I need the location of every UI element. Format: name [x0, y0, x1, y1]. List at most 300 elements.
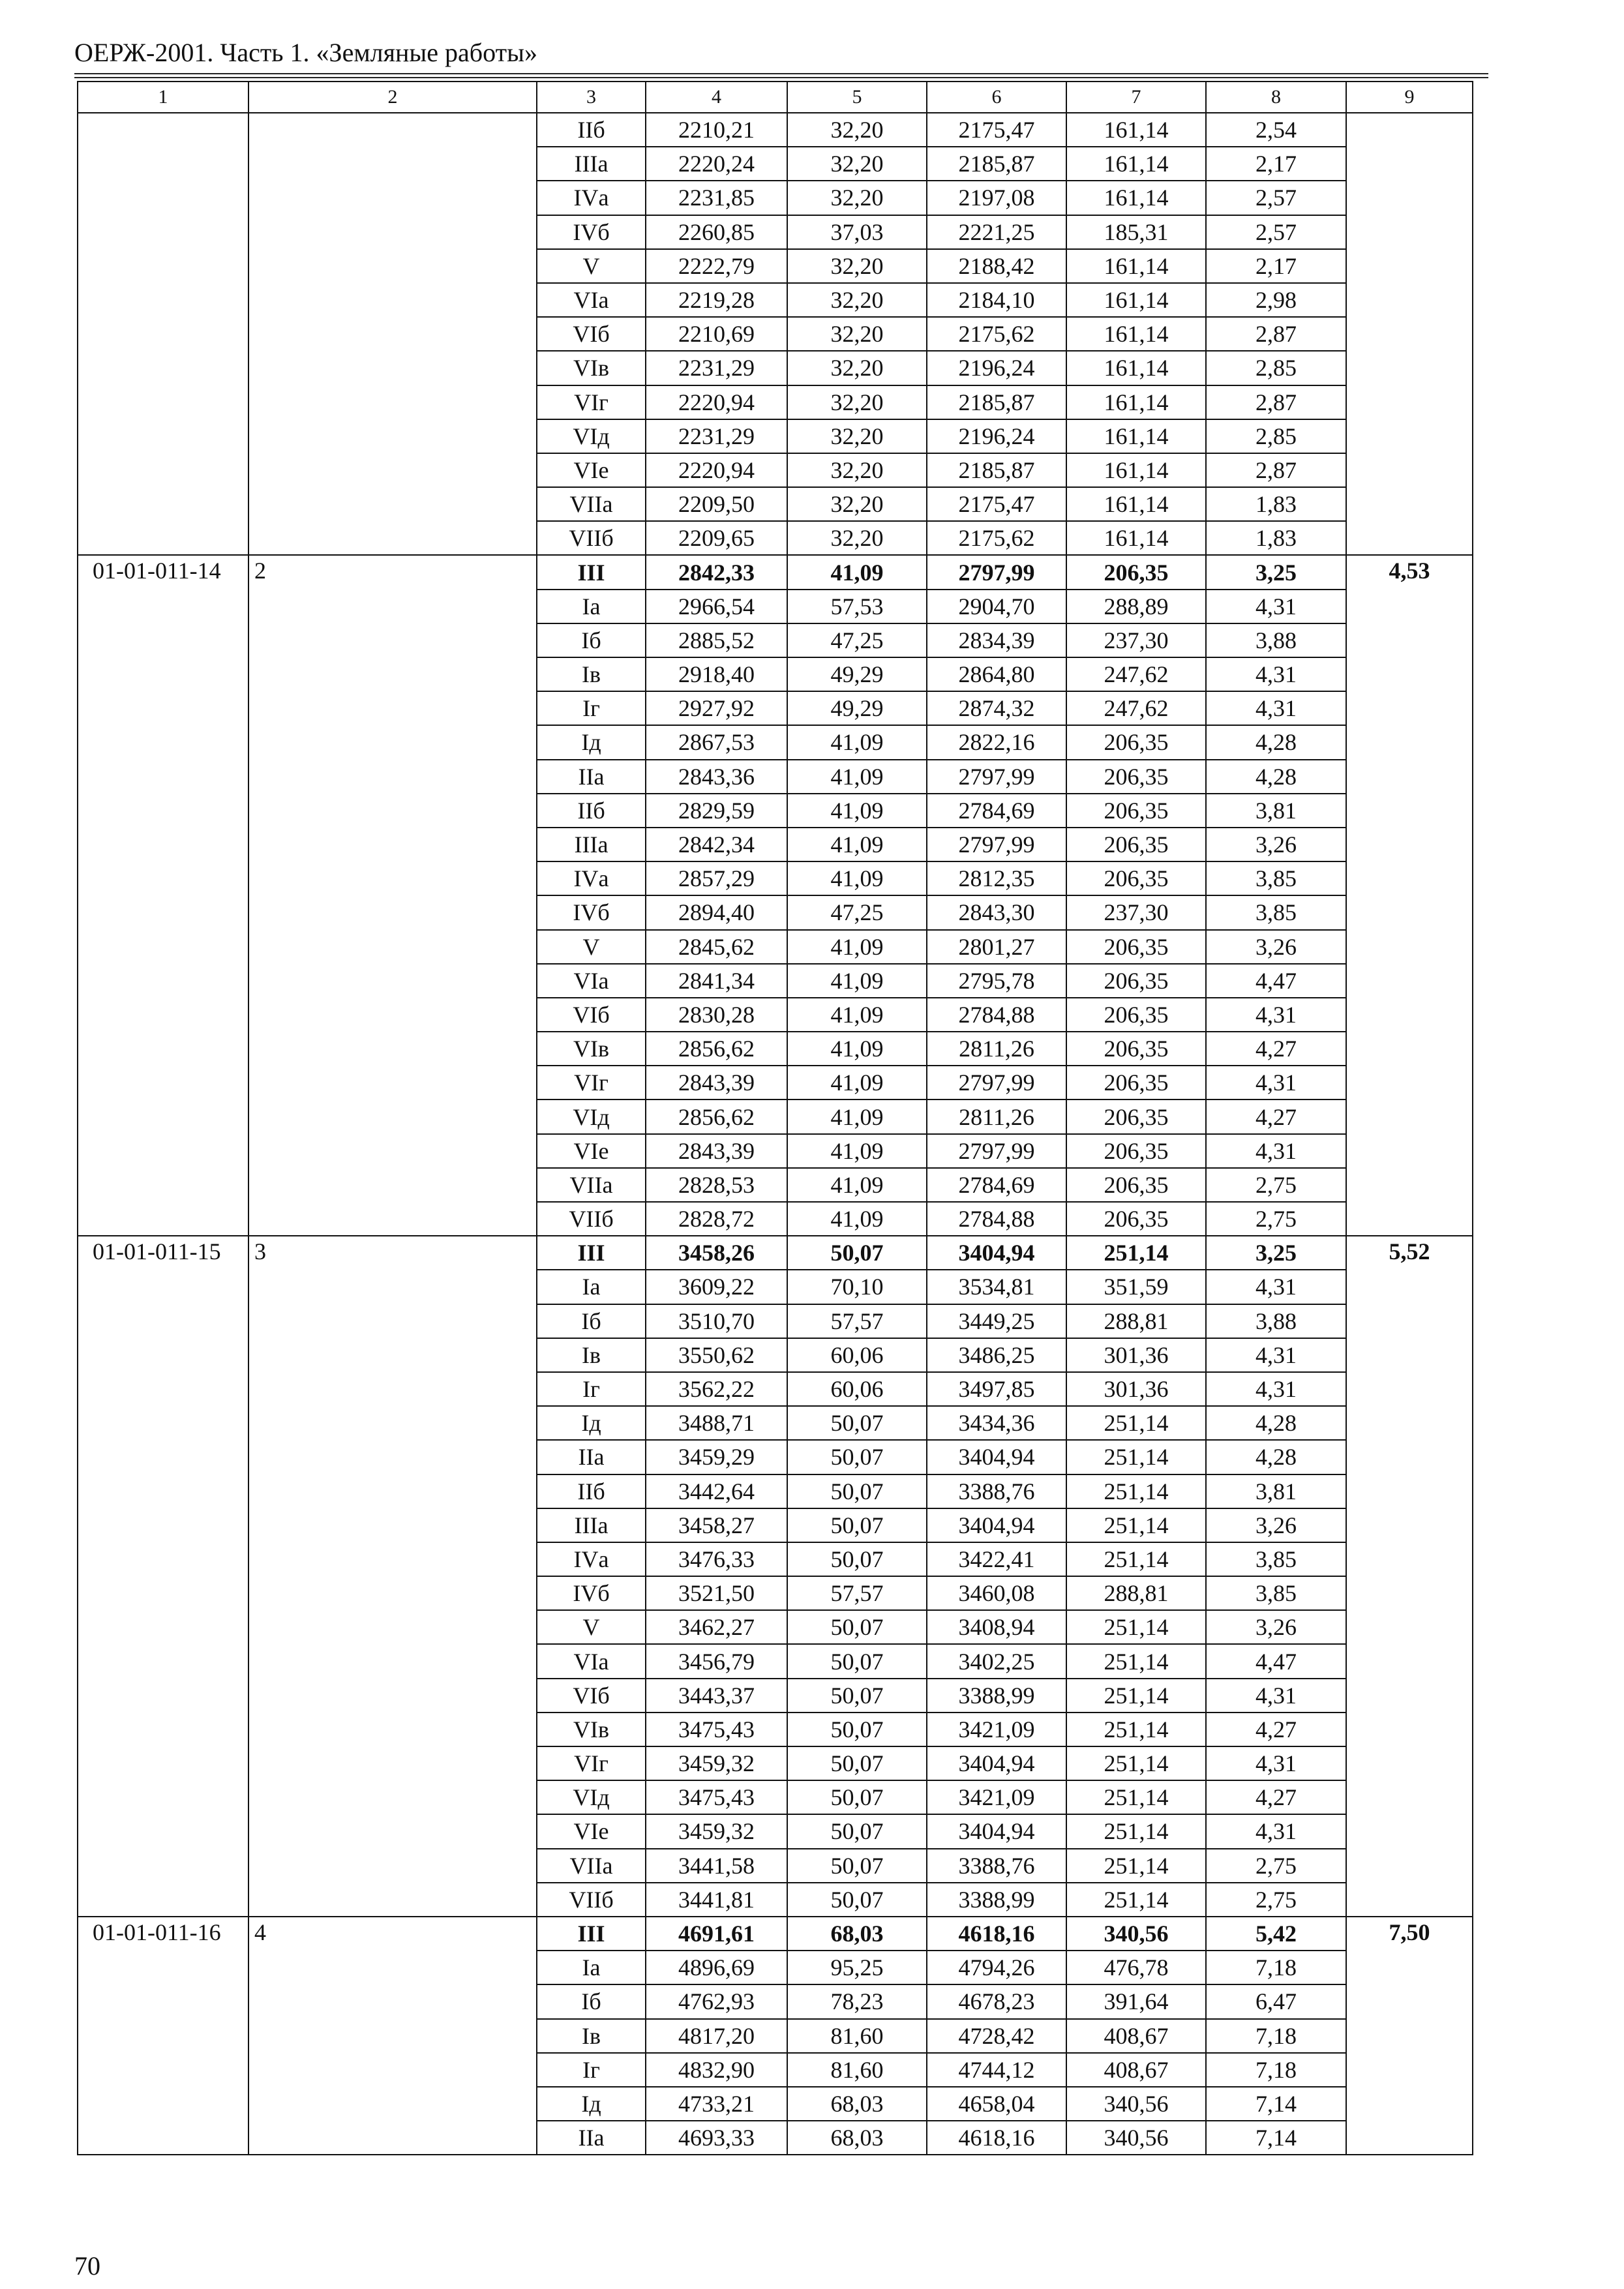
machine-cost-cell: 2175,47	[927, 113, 1066, 147]
total-cost-cell: 2894,40	[646, 895, 787, 929]
region-code-cell: VIб	[537, 317, 646, 351]
total-cost-cell: 2260,85	[646, 215, 787, 249]
total-cost-cell: 3458,26	[646, 1236, 787, 1270]
labor-wage-cell: 32,20	[787, 419, 927, 453]
materials-cost-cell: 4,28	[1206, 1440, 1346, 1474]
region-code-cell: VIд	[537, 1100, 646, 1133]
machinist-wage-cell: 161,14	[1066, 147, 1206, 181]
total-cost-cell: 2841,34	[646, 964, 787, 998]
machine-cost-cell: 2184,10	[927, 283, 1066, 317]
rate-code-cell: 01-01-011-14	[78, 555, 248, 1236]
machine-cost-cell: 2797,99	[927, 1066, 1066, 1100]
machine-cost-cell: 2784,88	[927, 1202, 1066, 1236]
region-code-cell: VIе	[537, 1134, 646, 1168]
rate-code-cell: 01-01-011-16	[78, 1917, 248, 2155]
machinist-wage-cell: 206,35	[1066, 828, 1206, 861]
total-cost-cell: 3459,32	[646, 1746, 787, 1780]
materials-cost-cell: 5,42	[1206, 1917, 1346, 1951]
labor-hours-cell	[1346, 113, 1473, 555]
total-cost-cell: 2885,52	[646, 623, 787, 657]
total-cost-cell: 2231,29	[646, 419, 787, 453]
machine-cost-cell: 3388,99	[927, 1679, 1066, 1713]
region-code-cell: III	[537, 1917, 646, 1951]
region-code-cell: IVб	[537, 895, 646, 929]
labor-wage-cell: 41,09	[787, 1066, 927, 1100]
labor-wage-cell: 50,07	[787, 1849, 927, 1883]
total-cost-cell: 3475,43	[646, 1713, 787, 1746]
total-cost-cell: 2219,28	[646, 283, 787, 317]
labor-wage-cell: 41,09	[787, 1100, 927, 1133]
total-cost-cell: 2828,53	[646, 1168, 787, 1202]
materials-cost-cell: 4,31	[1206, 1372, 1346, 1406]
machine-cost-cell: 2175,62	[927, 521, 1066, 555]
materials-cost-cell: 7,18	[1206, 2053, 1346, 2087]
labor-wage-cell: 41,09	[787, 555, 927, 589]
region-code-cell: VIIа	[537, 1849, 646, 1883]
total-cost-cell: 3441,81	[646, 1883, 787, 1917]
labor-wage-cell: 47,25	[787, 895, 927, 929]
machine-cost-cell: 3421,09	[927, 1713, 1066, 1746]
region-code-cell: VIб	[537, 1679, 646, 1713]
total-cost-cell: 2222,79	[646, 249, 787, 283]
machine-cost-cell: 2196,24	[927, 419, 1066, 453]
machinist-wage-cell: 206,35	[1066, 861, 1206, 895]
materials-cost-cell: 3,26	[1206, 930, 1346, 964]
materials-cost-cell: 3,26	[1206, 1610, 1346, 1644]
machinist-wage-cell: 301,36	[1066, 1338, 1206, 1372]
machinist-wage-cell: 251,14	[1066, 1440, 1206, 1474]
machinist-wage-cell: 340,56	[1066, 2121, 1206, 2155]
labor-wage-cell: 41,09	[787, 1168, 927, 1202]
materials-cost-cell: 2,87	[1206, 453, 1346, 487]
machinist-wage-cell: 247,62	[1066, 691, 1206, 725]
machine-cost-cell: 3388,76	[927, 1849, 1066, 1883]
total-cost-cell: 2210,69	[646, 317, 787, 351]
total-cost-cell: 4817,20	[646, 2019, 787, 2053]
materials-cost-cell: 3,81	[1206, 1474, 1346, 1508]
table-row	[78, 1236, 1473, 1270]
labor-wage-cell: 41,09	[787, 1032, 927, 1066]
region-code-cell: Iа	[537, 1951, 646, 1984]
item-number-cell	[248, 113, 537, 555]
rate-code-cell: 01-01-011-15	[78, 1236, 248, 1917]
region-code-cell: III	[537, 1236, 646, 1270]
total-cost-cell: 3475,43	[646, 1780, 787, 1814]
machinist-wage-cell: 161,14	[1066, 283, 1206, 317]
labor-wage-cell: 32,20	[787, 351, 927, 385]
labor-wage-cell: 78,23	[787, 1984, 927, 2018]
machine-cost-cell: 2904,70	[927, 590, 1066, 623]
machine-cost-cell: 2874,32	[927, 691, 1066, 725]
region-code-cell: VIа	[537, 283, 646, 317]
total-cost-cell: 2829,59	[646, 794, 787, 828]
materials-cost-cell: 2,85	[1206, 419, 1346, 453]
labor-wage-cell: 49,29	[787, 691, 927, 725]
region-code-cell: IIIа	[537, 147, 646, 181]
machinist-wage-cell: 161,14	[1066, 487, 1206, 521]
machine-cost-cell: 2795,78	[927, 964, 1066, 998]
region-code-cell: VIб	[537, 998, 646, 1032]
region-code-cell: Iв	[537, 1338, 646, 1372]
region-code-cell: Iб	[537, 623, 646, 657]
machine-cost-cell: 3404,94	[927, 1508, 1066, 1542]
labor-wage-cell: 50,07	[787, 1440, 927, 1474]
region-code-cell: IVб	[537, 215, 646, 249]
region-code-cell: VIе	[537, 1814, 646, 1848]
region-code-cell: Iб	[537, 1304, 646, 1338]
machine-cost-cell: 2188,42	[927, 249, 1066, 283]
total-cost-cell: 3443,37	[646, 1679, 787, 1713]
machine-cost-cell: 4794,26	[927, 1951, 1066, 1984]
machine-cost-cell: 3388,76	[927, 1474, 1066, 1508]
region-code-cell: V	[537, 930, 646, 964]
machine-cost-cell: 3422,41	[927, 1542, 1066, 1576]
total-cost-cell: 2209,50	[646, 487, 787, 521]
region-code-cell: III	[537, 555, 646, 589]
machine-cost-cell: 2784,69	[927, 794, 1066, 828]
materials-cost-cell: 4,31	[1206, 1134, 1346, 1168]
machinist-wage-cell: 206,35	[1066, 930, 1206, 964]
machinist-wage-cell: 206,35	[1066, 760, 1206, 794]
rates-table-body	[78, 82, 1473, 2155]
region-code-cell: VIIб	[537, 1202, 646, 1236]
region-code-cell: IIIа	[537, 1508, 646, 1542]
labor-wage-cell: 50,07	[787, 1406, 927, 1440]
machine-cost-cell: 2175,62	[927, 317, 1066, 351]
machine-cost-cell: 2822,16	[927, 725, 1066, 759]
labor-wage-cell: 57,57	[787, 1576, 927, 1610]
machine-cost-cell: 2864,80	[927, 657, 1066, 691]
column-number-cell: 1	[78, 82, 248, 113]
item-number-cell: 4	[248, 1917, 537, 2155]
rate-code-cell	[78, 113, 248, 555]
machinist-wage-cell: 251,14	[1066, 1780, 1206, 1814]
machine-cost-cell: 2812,35	[927, 861, 1066, 895]
region-code-cell: VIв	[537, 1713, 646, 1746]
machinist-wage-cell: 340,56	[1066, 2087, 1206, 2121]
machine-cost-cell: 2797,99	[927, 555, 1066, 589]
labor-wage-cell: 41,09	[787, 725, 927, 759]
region-code-cell: V	[537, 249, 646, 283]
total-cost-cell: 2210,21	[646, 113, 787, 147]
machine-cost-cell: 3404,94	[927, 1236, 1066, 1270]
materials-cost-cell: 2,85	[1206, 351, 1346, 385]
total-cost-cell: 2843,39	[646, 1066, 787, 1100]
region-code-cell: Iд	[537, 1406, 646, 1440]
materials-cost-cell: 4,27	[1206, 1713, 1346, 1746]
machine-cost-cell: 2175,47	[927, 487, 1066, 521]
materials-cost-cell: 3,26	[1206, 828, 1346, 861]
machinist-wage-cell: 161,14	[1066, 249, 1206, 283]
materials-cost-cell: 1,83	[1206, 487, 1346, 521]
labor-wage-cell: 68,03	[787, 1917, 927, 1951]
materials-cost-cell: 2,87	[1206, 385, 1346, 419]
total-cost-cell: 3609,22	[646, 1270, 787, 1304]
machine-cost-cell: 4658,04	[927, 2087, 1066, 2121]
total-cost-cell: 2856,62	[646, 1032, 787, 1066]
machinist-wage-cell: 351,59	[1066, 1270, 1206, 1304]
total-cost-cell: 4896,69	[646, 1951, 787, 1984]
region-code-cell: IVб	[537, 1576, 646, 1610]
total-cost-cell: 2867,53	[646, 725, 787, 759]
materials-cost-cell: 4,47	[1206, 964, 1346, 998]
machinist-wage-cell: 251,14	[1066, 1883, 1206, 1917]
materials-cost-cell: 2,87	[1206, 317, 1346, 351]
total-cost-cell: 4693,33	[646, 2121, 787, 2155]
machine-cost-cell: 2196,24	[927, 351, 1066, 385]
labor-wage-cell: 47,25	[787, 623, 927, 657]
machine-cost-cell: 3534,81	[927, 1270, 1066, 1304]
labor-wage-cell: 68,03	[787, 2121, 927, 2155]
machine-cost-cell: 3449,25	[927, 1304, 1066, 1338]
machinist-wage-cell: 251,14	[1066, 1644, 1206, 1678]
region-code-cell: VIг	[537, 1746, 646, 1780]
machinist-wage-cell: 206,35	[1066, 1032, 1206, 1066]
machinist-wage-cell: 161,14	[1066, 453, 1206, 487]
labor-wage-cell: 41,09	[787, 828, 927, 861]
machinist-wage-cell: 206,35	[1066, 1202, 1206, 1236]
region-code-cell: VIIб	[537, 1883, 646, 1917]
materials-cost-cell: 4,31	[1206, 590, 1346, 623]
materials-cost-cell: 4,28	[1206, 1406, 1346, 1440]
labor-wage-cell: 32,20	[787, 147, 927, 181]
total-cost-cell: 3456,79	[646, 1644, 787, 1678]
materials-cost-cell: 3,85	[1206, 895, 1346, 929]
header-rule	[74, 73, 1488, 78]
labor-wage-cell: 32,20	[787, 181, 927, 215]
machinist-wage-cell: 206,35	[1066, 725, 1206, 759]
labor-wage-cell: 41,09	[787, 760, 927, 794]
total-cost-cell: 2220,24	[646, 147, 787, 181]
materials-cost-cell: 4,31	[1206, 691, 1346, 725]
region-code-cell: Iг	[537, 1372, 646, 1406]
column-number-cell: 9	[1346, 82, 1473, 113]
region-code-cell: IIIа	[537, 828, 646, 861]
total-cost-cell: 2966,54	[646, 590, 787, 623]
item-number-cell: 3	[248, 1236, 537, 1917]
machinist-wage-cell: 288,81	[1066, 1304, 1206, 1338]
machine-cost-cell: 2801,27	[927, 930, 1066, 964]
region-code-cell: Iа	[537, 1270, 646, 1304]
labor-wage-cell: 50,07	[787, 1474, 927, 1508]
labor-hours-cell: 4,53	[1346, 555, 1473, 1236]
labor-wage-cell: 60,06	[787, 1338, 927, 1372]
total-cost-cell: 4733,21	[646, 2087, 787, 2121]
region-code-cell: IIа	[537, 2121, 646, 2155]
materials-cost-cell: 3,26	[1206, 1508, 1346, 1542]
machinist-wage-cell: 251,14	[1066, 1236, 1206, 1270]
machine-cost-cell: 4728,42	[927, 2019, 1066, 2053]
machine-cost-cell: 2811,26	[927, 1100, 1066, 1133]
region-code-cell: IVа	[537, 861, 646, 895]
region-code-cell: VIIб	[537, 521, 646, 555]
table-row	[78, 1917, 1473, 1951]
total-cost-cell: 2209,65	[646, 521, 787, 555]
materials-cost-cell: 7,14	[1206, 2121, 1346, 2155]
machine-cost-cell: 3460,08	[927, 1576, 1066, 1610]
materials-cost-cell: 4,27	[1206, 1100, 1346, 1133]
machinist-wage-cell: 237,30	[1066, 623, 1206, 657]
labor-wage-cell: 50,07	[787, 1610, 927, 1644]
region-code-cell: IIа	[537, 760, 646, 794]
machine-cost-cell: 3402,25	[927, 1644, 1066, 1678]
region-code-cell: IVа	[537, 181, 646, 215]
materials-cost-cell: 4,28	[1206, 760, 1346, 794]
region-code-cell: VIIа	[537, 487, 646, 521]
total-cost-cell: 2856,62	[646, 1100, 787, 1133]
labor-wage-cell: 41,09	[787, 794, 927, 828]
labor-wage-cell: 50,07	[787, 1746, 927, 1780]
materials-cost-cell: 4,27	[1206, 1032, 1346, 1066]
column-number-cell: 3	[537, 82, 646, 113]
total-cost-cell: 2231,85	[646, 181, 787, 215]
region-code-cell: VIв	[537, 351, 646, 385]
machinist-wage-cell: 206,35	[1066, 1134, 1206, 1168]
machine-cost-cell: 3404,94	[927, 1746, 1066, 1780]
machine-cost-cell: 3404,94	[927, 1440, 1066, 1474]
region-code-cell: VIв	[537, 1032, 646, 1066]
labor-wage-cell: 32,20	[787, 249, 927, 283]
labor-wage-cell: 41,09	[787, 930, 927, 964]
total-cost-cell: 2842,33	[646, 555, 787, 589]
column-number-cell: 2	[248, 82, 537, 113]
labor-wage-cell: 41,09	[787, 1134, 927, 1168]
machine-cost-cell: 2784,69	[927, 1168, 1066, 1202]
machine-cost-cell: 2221,25	[927, 215, 1066, 249]
machine-cost-cell: 2185,87	[927, 147, 1066, 181]
labor-wage-cell: 50,07	[787, 1713, 927, 1746]
materials-cost-cell: 2,57	[1206, 181, 1346, 215]
materials-cost-cell: 2,75	[1206, 1168, 1346, 1202]
labor-wage-cell: 50,07	[787, 1780, 927, 1814]
materials-cost-cell: 2,75	[1206, 1202, 1346, 1236]
total-cost-cell: 3488,71	[646, 1406, 787, 1440]
machine-cost-cell: 2797,99	[927, 1134, 1066, 1168]
labor-wage-cell: 95,25	[787, 1951, 927, 1984]
machinist-wage-cell: 476,78	[1066, 1951, 1206, 1984]
machinist-wage-cell: 161,14	[1066, 351, 1206, 385]
machine-cost-cell: 2197,08	[927, 181, 1066, 215]
machinist-wage-cell: 251,14	[1066, 1849, 1206, 1883]
machine-cost-cell: 2185,87	[927, 453, 1066, 487]
materials-cost-cell: 3,88	[1206, 1304, 1346, 1338]
region-code-cell: Iб	[537, 1984, 646, 2018]
total-cost-cell: 3442,64	[646, 1474, 787, 1508]
column-number-cell: 8	[1206, 82, 1346, 113]
materials-cost-cell: 4,31	[1206, 1338, 1346, 1372]
rates-table	[77, 81, 1473, 2155]
materials-cost-cell: 3,25	[1206, 555, 1346, 589]
total-cost-cell: 2843,39	[646, 1134, 787, 1168]
machinist-wage-cell: 251,14	[1066, 1746, 1206, 1780]
machinist-wage-cell: 251,14	[1066, 1474, 1206, 1508]
machinist-wage-cell: 251,14	[1066, 1610, 1206, 1644]
materials-cost-cell: 3,85	[1206, 1542, 1346, 1576]
labor-wage-cell: 50,07	[787, 1236, 927, 1270]
machinist-wage-cell: 301,36	[1066, 1372, 1206, 1406]
item-number-cell: 2	[248, 555, 537, 1236]
page-header-title: ОЕРЖ-2001. Часть 1. «Земляные работы»	[74, 38, 537, 67]
total-cost-cell: 3458,27	[646, 1508, 787, 1542]
table-row	[78, 113, 1473, 147]
column-number-row	[78, 82, 1473, 113]
total-cost-cell: 3562,22	[646, 1372, 787, 1406]
machine-cost-cell: 4678,23	[927, 1984, 1066, 2018]
labor-wage-cell: 32,20	[787, 453, 927, 487]
machine-cost-cell: 2784,88	[927, 998, 1066, 1032]
labor-wage-cell: 32,20	[787, 521, 927, 555]
machinist-wage-cell: 161,14	[1066, 521, 1206, 555]
machinist-wage-cell: 206,35	[1066, 964, 1206, 998]
total-cost-cell: 4832,90	[646, 2053, 787, 2087]
total-cost-cell: 2857,29	[646, 861, 787, 895]
column-number-cell: 4	[646, 82, 787, 113]
materials-cost-cell: 4,47	[1206, 1644, 1346, 1678]
total-cost-cell: 3459,29	[646, 1440, 787, 1474]
region-code-cell: IIа	[537, 1440, 646, 1474]
machinist-wage-cell: 206,35	[1066, 794, 1206, 828]
region-code-cell: IIб	[537, 1474, 646, 1508]
labor-wage-cell: 68,03	[787, 2087, 927, 2121]
machine-cost-cell: 4744,12	[927, 2053, 1066, 2087]
materials-cost-cell: 2,57	[1206, 215, 1346, 249]
labor-wage-cell: 70,10	[787, 1270, 927, 1304]
region-code-cell: VIд	[537, 419, 646, 453]
region-code-cell: VIг	[537, 1066, 646, 1100]
table-row	[78, 555, 1473, 589]
labor-wage-cell: 50,07	[787, 1679, 927, 1713]
total-cost-cell: 2842,34	[646, 828, 787, 861]
machinist-wage-cell: 237,30	[1066, 895, 1206, 929]
machine-cost-cell: 4618,16	[927, 2121, 1066, 2155]
materials-cost-cell: 4,31	[1206, 657, 1346, 691]
total-cost-cell: 3521,50	[646, 1576, 787, 1610]
labor-hours-cell: 7,50	[1346, 1917, 1473, 2155]
materials-cost-cell: 4,31	[1206, 998, 1346, 1032]
machinist-wage-cell: 251,14	[1066, 1542, 1206, 1576]
materials-cost-cell: 2,98	[1206, 283, 1346, 317]
materials-cost-cell: 2,17	[1206, 147, 1346, 181]
machinist-wage-cell: 288,81	[1066, 1576, 1206, 1610]
region-code-cell: VIе	[537, 453, 646, 487]
machine-cost-cell: 3486,25	[927, 1338, 1066, 1372]
machinist-wage-cell: 251,14	[1066, 1508, 1206, 1542]
region-code-cell: Iд	[537, 2087, 646, 2121]
total-cost-cell: 2220,94	[646, 385, 787, 419]
machine-cost-cell: 2797,99	[927, 828, 1066, 861]
column-number-cell: 7	[1066, 82, 1206, 113]
machinist-wage-cell: 408,67	[1066, 2019, 1206, 2053]
labor-hours-cell: 5,52	[1346, 1236, 1473, 1917]
labor-wage-cell: 41,09	[787, 1202, 927, 1236]
total-cost-cell: 3550,62	[646, 1338, 787, 1372]
machine-cost-cell: 3434,36	[927, 1406, 1066, 1440]
labor-wage-cell: 57,57	[787, 1304, 927, 1338]
materials-cost-cell: 3,81	[1206, 794, 1346, 828]
region-code-cell: Iг	[537, 2053, 646, 2087]
labor-wage-cell: 50,07	[787, 1644, 927, 1678]
labor-wage-cell: 37,03	[787, 215, 927, 249]
labor-wage-cell: 41,09	[787, 861, 927, 895]
labor-wage-cell: 50,07	[787, 1883, 927, 1917]
materials-cost-cell: 7,18	[1206, 1951, 1346, 1984]
machinist-wage-cell: 288,89	[1066, 590, 1206, 623]
materials-cost-cell: 2,75	[1206, 1883, 1346, 1917]
machine-cost-cell: 2834,39	[927, 623, 1066, 657]
machine-cost-cell: 3497,85	[927, 1372, 1066, 1406]
total-cost-cell: 2828,72	[646, 1202, 787, 1236]
labor-wage-cell: 32,20	[787, 283, 927, 317]
